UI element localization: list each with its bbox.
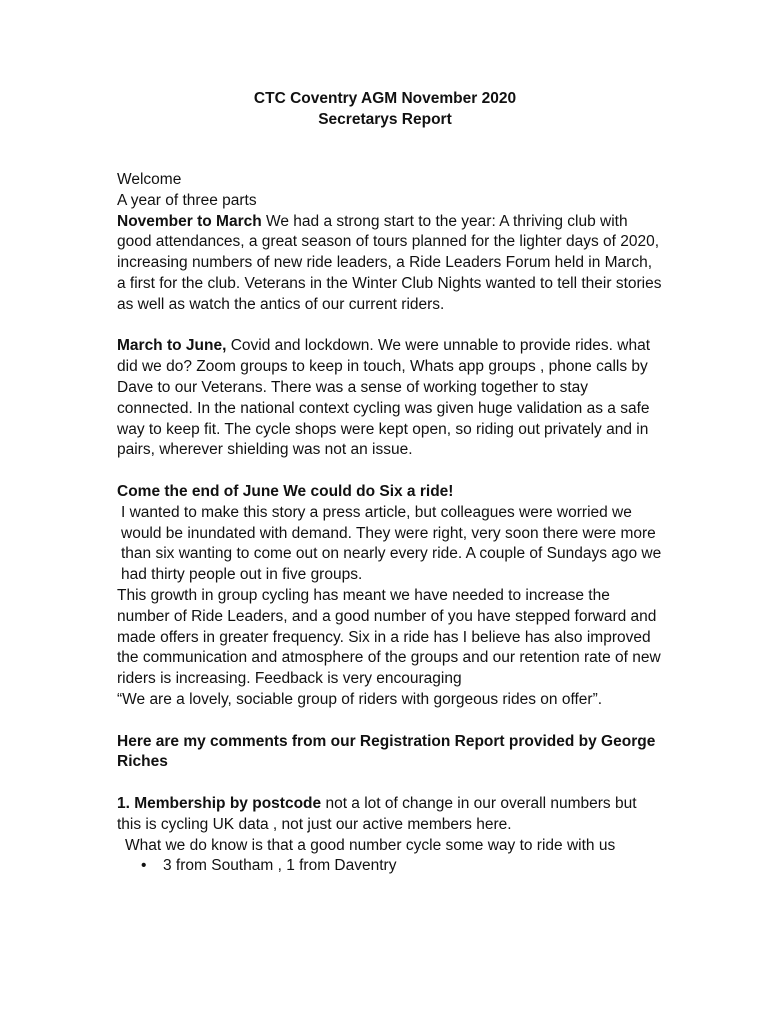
- bullet-icon: •: [141, 857, 147, 875]
- end-june-quote: “We are a lovely, sociable group of riders with gorgeous rides on offer”.: [117, 690, 603, 708]
- list-item-text: 3 from Southam , 1 from Daventry: [163, 857, 397, 875]
- membership-text: not a lot of change in our overall numbers but this is cycling UK data , not just our active members here.: [117, 794, 637, 833]
- membership-paragraph: [117, 794, 662, 836]
- list-item: [117, 856, 662, 877]
- nov-march-heading: November to March: [117, 212, 262, 230]
- march-june-text: Covid and lockdown. We were unnable to provide rides. what did we do? Zoom groups to keep in touch, Whats app groups , phone calls by Dave to our Veterans. There was a sense of working together to stay connected. In the national context cycling was given huge validation as a safe way to keep fit. The cycle shops were kept open, so riding out privately and in pairs, wherever shielding was not an issue.: [117, 337, 651, 459]
- report-body: [117, 170, 662, 877]
- march-june-heading: March to June,: [117, 337, 227, 355]
- welcome-line: Welcome: [117, 171, 182, 188]
- spacer: [117, 773, 662, 794]
- nov-march-paragraph: [117, 212, 662, 316]
- year-line: A year of three parts: [117, 191, 257, 209]
- spacer: [117, 461, 662, 482]
- report-header: [0, 88, 770, 130]
- membership-bullet-list: [117, 856, 662, 877]
- nov-march-text: We had a strong start to the year: A thriving club with good attendances, a great season of tours planned for the lighter days of 2020, increasing numbers of new ride leaders, a Ride Leaders Forum held in March, a first for the club. Veterans in the Winter Club Nights wanted to tell their stories as well as watch the antics of our current riders.: [117, 212, 662, 313]
- membership-paragraph-2: What we do know is that a good number cycle some way to ride with us: [125, 836, 616, 854]
- end-june-paragraph-2: This growth in group cycling has meant we have needed to increase the number of Ride Leaders, and a good number of you have stepped forward and made offers in greater frequency. Six in a ride has I believe has also improved the communication and atmosphere of the groups and our retention rate of new riders is increasing. Feedback is very encouraging: [117, 586, 661, 688]
- registration-heading: [117, 732, 662, 774]
- end-june-heading: [117, 482, 662, 503]
- membership-heading: 1. Membership by postcode: [117, 794, 322, 812]
- report-title: CTC Coventry AGM November 2020: [253, 90, 517, 107]
- spacer: [117, 316, 662, 337]
- end-june-heading-text: Come the end of June We could do Six a ride!: [117, 482, 454, 500]
- spacer: [117, 711, 662, 732]
- registration-heading-text: Here are my comments from our Registration Report provided by George Riches: [117, 732, 656, 771]
- march-june-paragraph: [117, 336, 662, 461]
- report-subtitle: Secretarys Report: [318, 111, 452, 128]
- end-june-paragraph-1: I wanted to make this story a press article, but colleagues were worried we would be inundated with demand. They were right, very soon there were more than six wanting to come out on nearly every ride. A couple of Sundays ago we had thirty people out in five groups.: [121, 503, 662, 584]
